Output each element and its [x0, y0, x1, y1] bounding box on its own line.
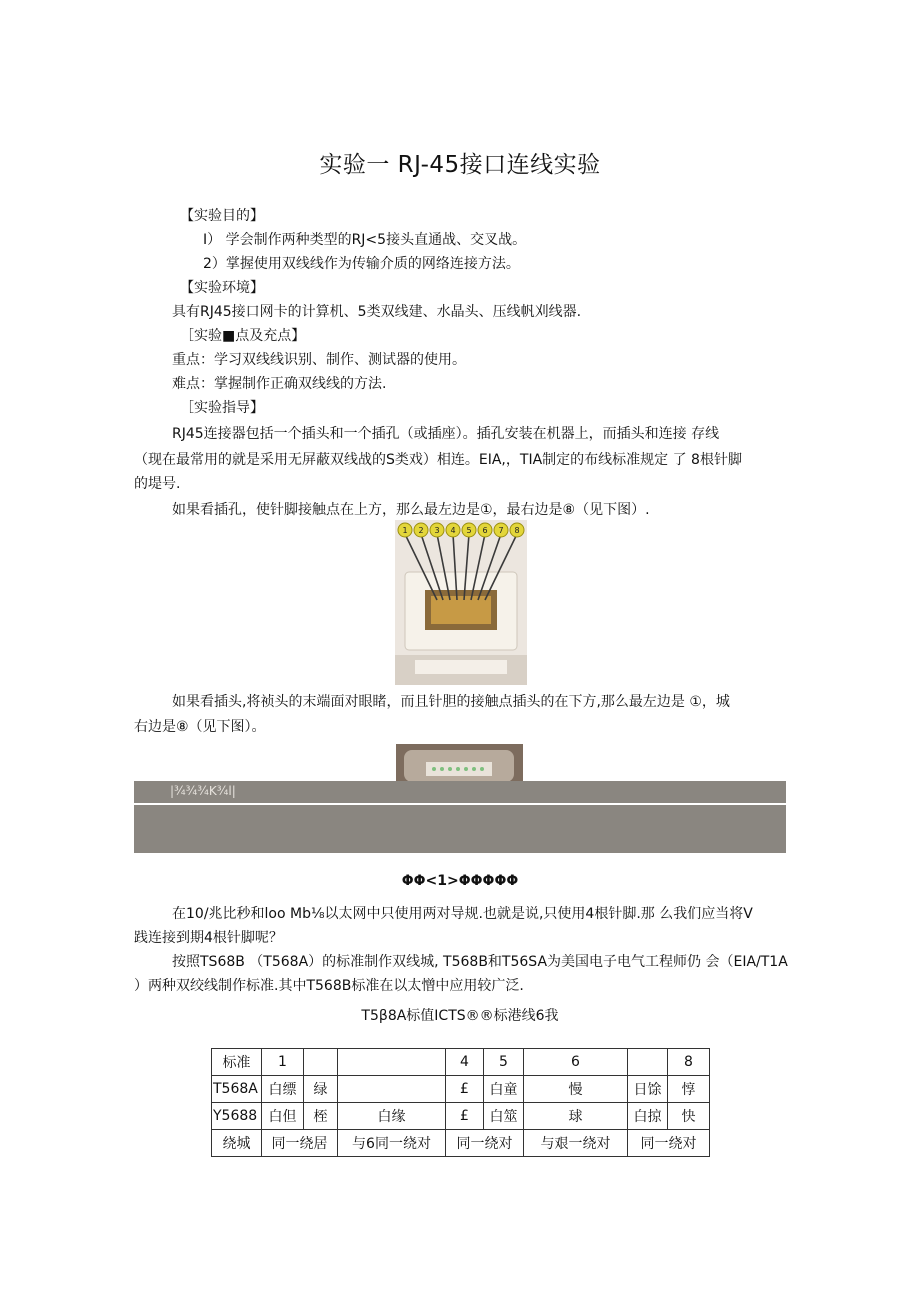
scan-band-bottom	[134, 805, 786, 853]
guide-paragraph-1-line-3: 的堤号.	[134, 476, 181, 492]
pin-label: 5	[466, 526, 472, 535]
guide-paragraph-3-line-1: 如果看插头,将祯头的末端面对眼睹，而且针胆的接触点插头的在下方,那么最左边是 ①，城	[172, 694, 730, 710]
wiring-standard-table	[211, 1048, 710, 1157]
table-cell: T568A	[212, 1076, 262, 1103]
pin-label: 2	[418, 526, 424, 535]
table-row	[212, 1049, 710, 1076]
table-cell: 球	[524, 1103, 628, 1130]
table-cell: Y5688	[212, 1103, 262, 1130]
table-cell: 1	[262, 1049, 304, 1076]
table-cell: 与艰一绕对	[524, 1130, 628, 1157]
table-cell: £	[446, 1076, 484, 1103]
purpose-item-2: 2）掌握使用双线线作为传输介质的网络连接方法。	[203, 256, 520, 272]
table-cell: 白掠	[628, 1103, 668, 1130]
environment-text: 具有RJ45接口网卡的计算机、5类双线建、水晶头、压线帆刈线器.	[172, 304, 582, 320]
table-cell: 同一绕对	[446, 1130, 524, 1157]
table-cell: 白缘	[338, 1103, 446, 1130]
guide-paragraph-1-line-1: RJ45连接器包括一个插头和一个插孔（或插座）。插孔安装在机器上，而插头和连接 存线	[172, 426, 720, 442]
table-caption: T5β8A标值ICTS®®标港线6我	[361, 1008, 559, 1024]
table-cell	[338, 1049, 446, 1076]
table-cell: 标准	[212, 1049, 262, 1076]
guide-paragraph-3-line-2: 右边是⑧（见下图）。	[134, 719, 266, 735]
rj45-plug-photo	[396, 744, 523, 782]
difficult-point-text: 难点：掌握制作正确双线线的方法.	[172, 376, 387, 392]
key-point-text: 重点：学习双线线识别、制作、测试器的使用。	[172, 352, 466, 368]
table-cell: £	[446, 1103, 484, 1130]
table-cell	[304, 1049, 338, 1076]
table-cell: 绿	[304, 1076, 338, 1103]
table-row	[212, 1076, 710, 1103]
table-cell: 6	[524, 1049, 628, 1076]
pin-label: 1	[402, 526, 408, 535]
table-cell	[628, 1049, 668, 1076]
paragraph-5-line-2: ）两种双绞线制作标准.其中T568B标准在以太憎中应用较广泛.	[134, 978, 524, 994]
table-cell: 惇	[668, 1076, 710, 1103]
guide-paragraph-2: 如果看插孔，使针脚接触点在上方，那么最左边是①，最右边是⑧（见下图）.	[172, 502, 650, 518]
table-row	[212, 1103, 710, 1130]
paragraph-4-line-1: 在10/兆比秒和loo Mb⅛以太网中只使用两对导规.也就是说,只使用4根针脚.那 么我们应当将V	[172, 906, 753, 922]
pin-label: 3	[434, 526, 440, 535]
table-cell	[338, 1076, 446, 1103]
pin-label: 6	[482, 526, 488, 535]
table-cell: 白但	[262, 1103, 304, 1130]
table-cell: 白筮	[484, 1103, 524, 1130]
figure-caption: ΦΦ<1>ΦΦΦΦΦ	[401, 873, 519, 889]
table-cell: 同一绕对	[628, 1130, 710, 1157]
table-row	[212, 1130, 710, 1157]
pin-label: 8	[514, 526, 520, 535]
key-points-heading: ［实验■点及充点】	[180, 328, 306, 344]
pin-label: 7	[498, 526, 504, 535]
table-cell: 日馀	[628, 1076, 668, 1103]
table-cell: 白缥	[262, 1076, 304, 1103]
band-text: |¾¾¾K¾l|	[170, 784, 236, 798]
purpose-item-1: I） 学会制作两种类型的RJ<5接头直通战、交叉战。	[203, 232, 527, 248]
table-cell: 快	[668, 1103, 710, 1130]
paragraph-4-line-2: 践连接到期4根针脚呢？	[134, 930, 283, 946]
table-cell: 4	[446, 1049, 484, 1076]
table-cell: 慢	[524, 1076, 628, 1103]
table-cell: 白童	[484, 1076, 524, 1103]
purpose-heading: 【实验目的】	[180, 208, 264, 224]
table-cell: 绕城	[212, 1130, 262, 1157]
environment-heading: 【实验环境】	[180, 280, 264, 296]
table-cell: 桎	[304, 1103, 338, 1130]
table-cell: 5	[484, 1049, 524, 1076]
table-cell: 同一绕居	[262, 1130, 338, 1157]
rj45-socket-photo	[395, 520, 527, 685]
guide-heading: ［实验指导】	[180, 400, 264, 416]
table-cell: 8	[668, 1049, 710, 1076]
pin-label: 4	[450, 526, 456, 535]
page-title: 实验一 RJ-45接口连线实验	[319, 152, 601, 178]
paragraph-5-line-1: 按照TS68B （T568A）的标准制作双线城, T568B和T56SA为美国电子电气工程师仍 会（EIA/T1A	[172, 954, 788, 970]
table-cell: 与6同一绕对	[338, 1130, 446, 1157]
guide-paragraph-1-line-2: （现在最常用的就是采用无屏蔽双线战的S类戏）相连。EIA,，TIA制定的布线标准规定 了 8根针脚	[134, 452, 742, 468]
